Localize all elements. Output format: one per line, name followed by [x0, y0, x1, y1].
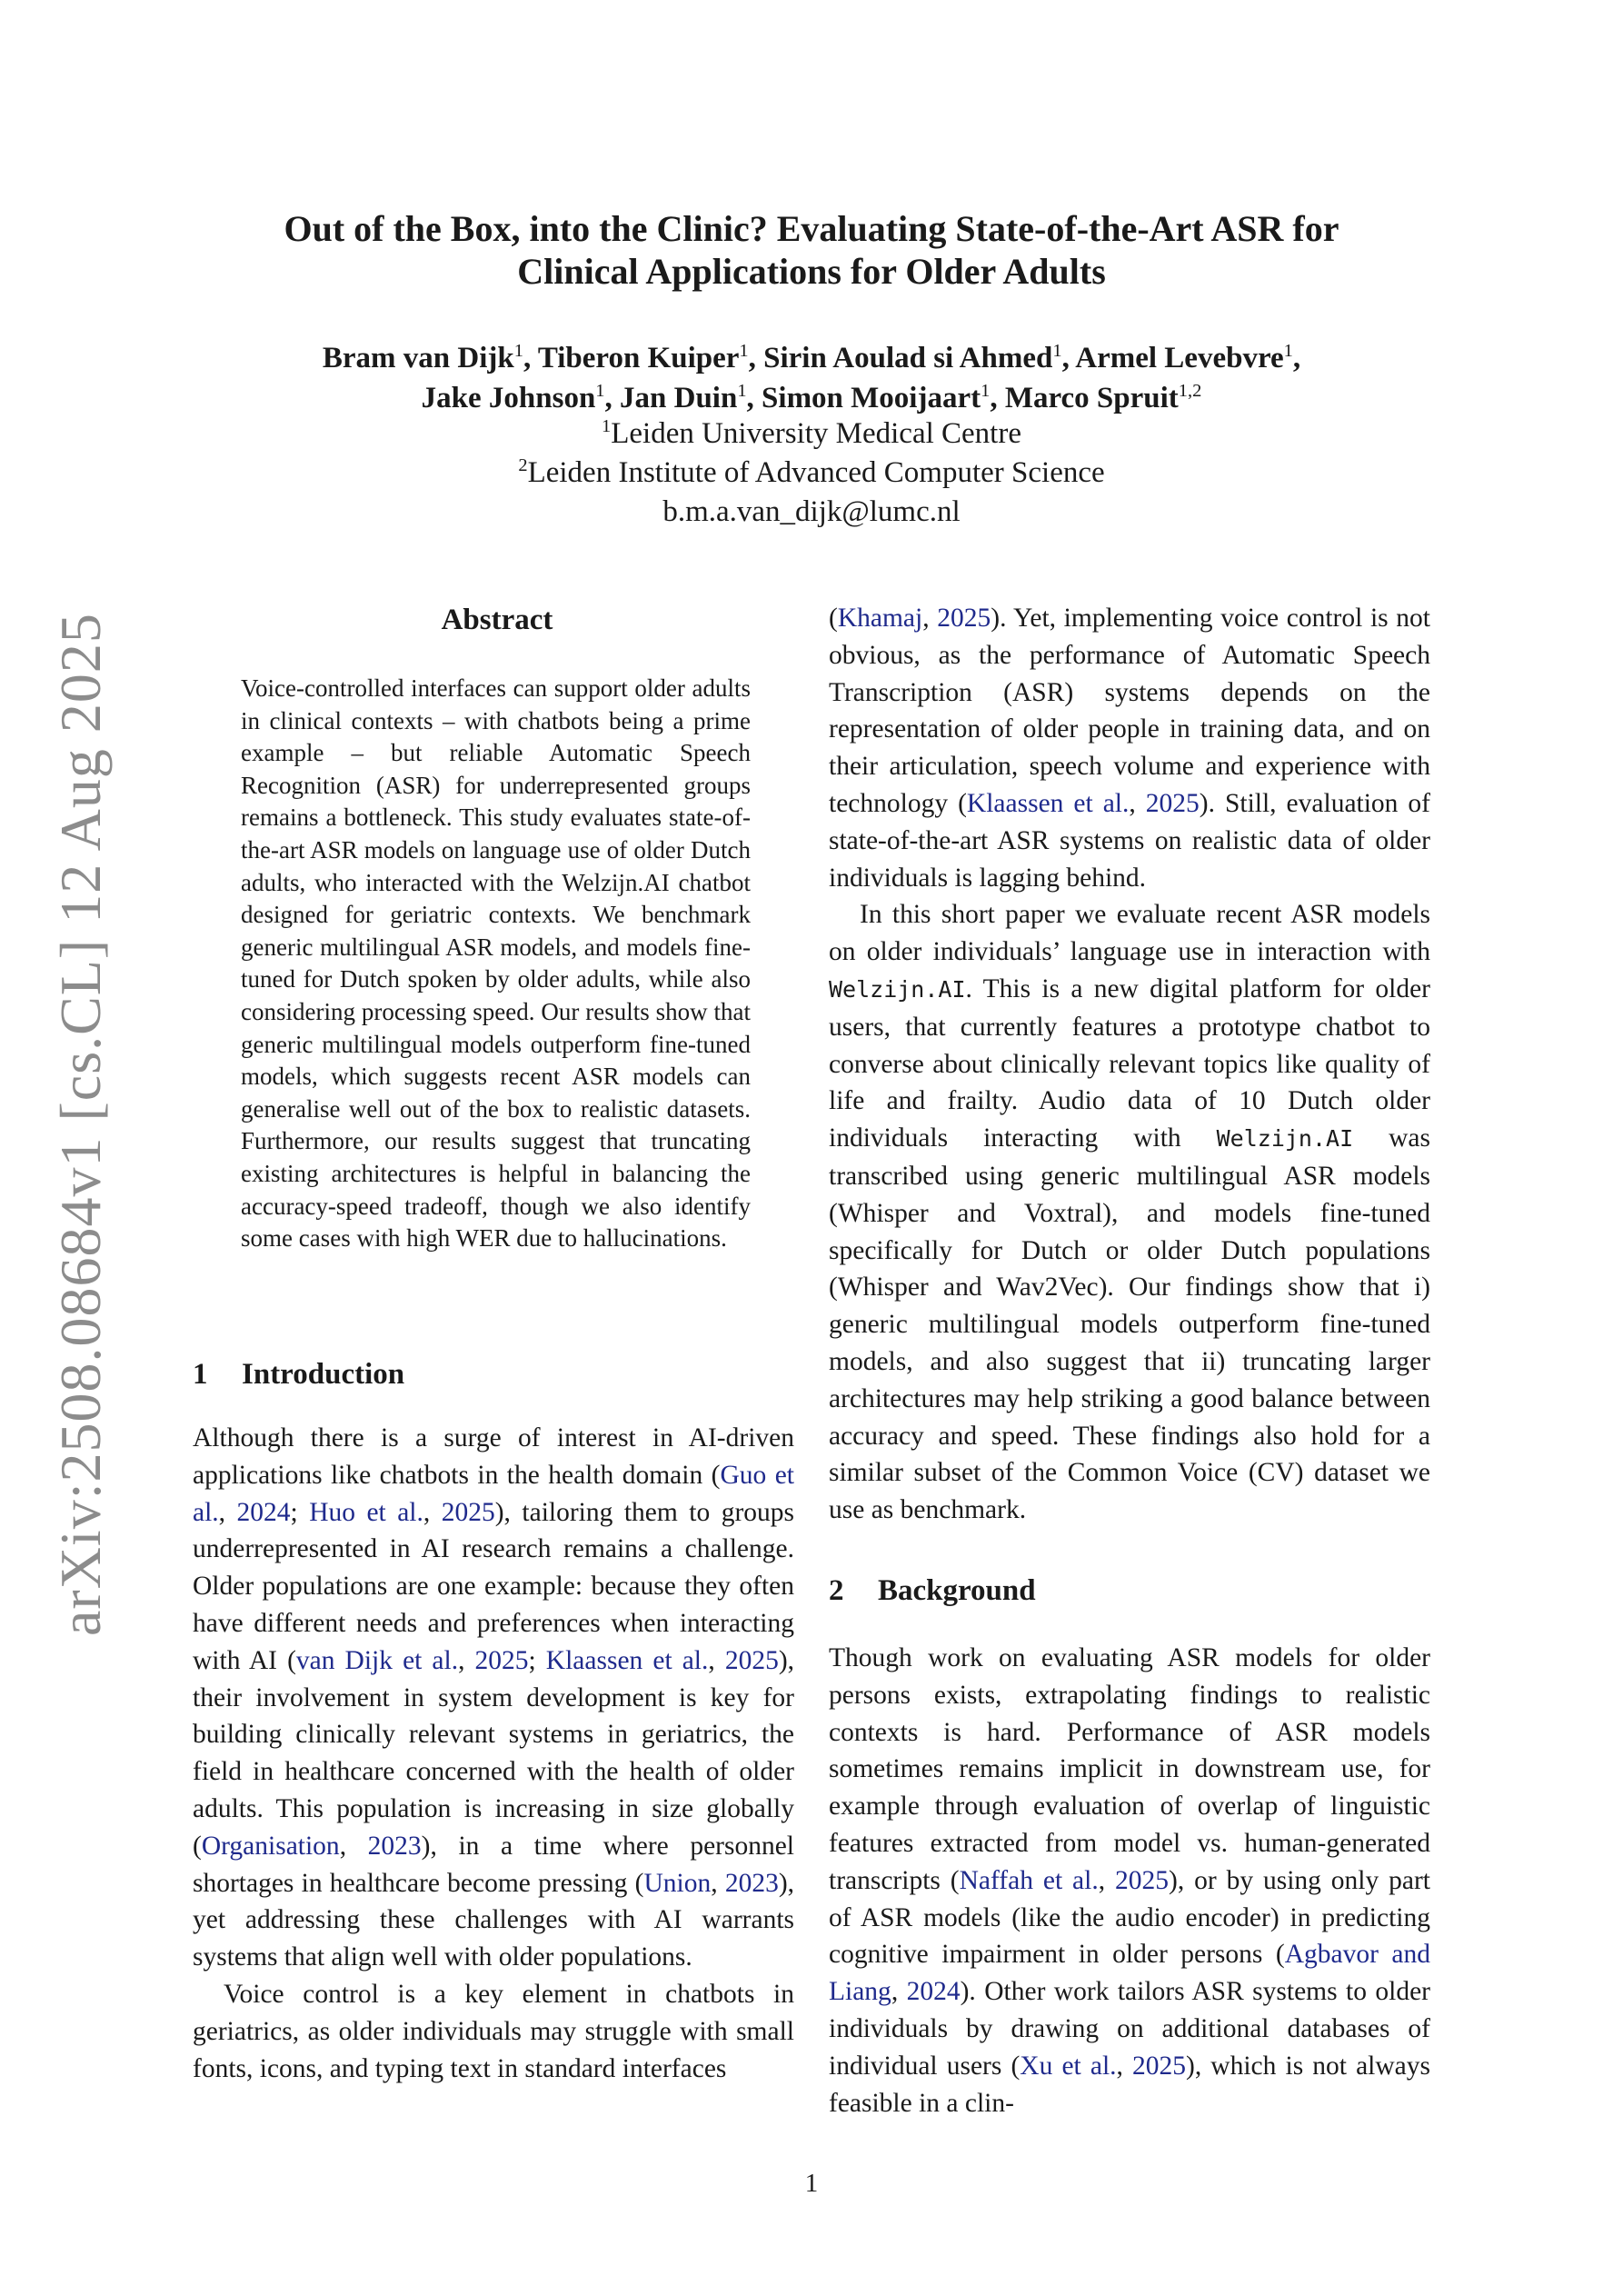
author-line-2: Jake Johnson$^1$, Jan Duin$^1$, Simon Mooijaart$^1$, Marco Spruit$^{1,2}$ — [421, 381, 1202, 414]
citation-link[interactable]: van Dijk et al. — [295, 1645, 459, 1675]
right-column-body-bottom — [829, 1640, 1430, 2121]
system-name-code: Welzijn.AI — [1216, 1125, 1354, 1153]
section-title: Introduction — [242, 1358, 405, 1391]
title-line-2: Clinical Applications for Older Adults — [517, 251, 1106, 292]
page-number: 1 — [804, 2169, 819, 2198]
paragraph: Though work on evaluating ASR models for older persons exists, extrapolating findings to realistic contexts is hard. Performance of ASR models sometimes remains implicit in downstream use, for example through evaluation of overlap of linguistic features extracted from model vs. human-generated transcripts (Naffah et al., 2025), or by using only part of ASR models (like the audio encoder) in predicting cognitive impairment in older persons (Agbavor and Liang, 2024). Other work tailors ASR systems to older individuals by drawing on additional databases of individual users (Xu et al., 2025), which is not always feasible in a clin- — [829, 1643, 1430, 2118]
citation-link[interactable]: Klaassen et al. — [545, 1645, 709, 1675]
citation-link[interactable]: Huo et al. — [309, 1497, 423, 1527]
citation-link[interactable]: 2025 — [1145, 788, 1200, 818]
author-line-1: Bram van Dijk$^1$, Tiberon Kuiper$^1$, Sirin Aoulad si Ahmed$^1$, Armel Levebvre$^1$, — [322, 341, 1301, 374]
arxiv-identifier-stamp: arXiv:2508.08684v1 [cs.CL] 12 Aug 2025 — [48, 613, 113, 1636]
section-heading-introduction — [193, 1358, 404, 1392]
section-number: 2 — [829, 1574, 844, 1607]
author: Marco Spruit — [1004, 382, 1179, 414]
paragraph: In this short paper we evaluate recent ASR models on older individuals’ language use in interaction with Welzijn.AI. This is a new digital platform for older users, that currently features a prototype chatbot to converse about clinically relevant topics like quality of life and frailty. Audio data of 10 Dutch older individuals interacting with Welzijn.AI was transcribed using generic multilingual ASR models (Whisper and Voxtral), and models fine-tuned specifically for Dutch or older Dutch populations (Whisper and Wav2Vec). Our findings show that i) generic multilingual models outperform fine-tuned models, and also suggest that ii) truncating larger architectures may help striking a good balance between accuracy and speed. These findings also hold for a similar subset of the Common Voice (CV) dataset we use as benchmark. — [829, 900, 1430, 1525]
author: Tiberon Kuiper — [537, 342, 740, 374]
citation-link[interactable]: Guo et al. — [193, 1460, 795, 1527]
citation-link[interactable]: 2025 — [441, 1497, 495, 1527]
citation-link[interactable]: Xu et al. — [1020, 2051, 1117, 2081]
contact-email: b.m.a.van_dijk@lumc.nl — [662, 495, 961, 528]
citation-link[interactable]: 2024 — [906, 1977, 961, 2007]
citation-link[interactable]: 2024 — [236, 1497, 291, 1527]
author-affiliation-mark: 1 — [1052, 341, 1062, 361]
citation-link[interactable]: Organisation — [201, 1831, 340, 1861]
citation-link[interactable]: 2025 — [474, 1645, 529, 1675]
citation-link[interactable]: 2025 — [1132, 2051, 1186, 2081]
section-heading-background — [829, 1574, 1036, 1608]
author-affiliation-mark: 1 — [739, 341, 749, 361]
affiliations — [182, 414, 1441, 532]
author-affiliation-mark: 1,2 — [1178, 381, 1202, 401]
citation-link[interactable]: Klaassen et al. — [966, 788, 1130, 818]
abstract-text: Voice-controlled interfaces can support older adults in clinical contexts – with chatbots being a prime example – but reliable Automatic Speech Recognition (ASR) for underrepresented groups remains a bottleneck. This study evaluates state-of-the-art ASR models on language use of older Dutch adults, who interacted with the Welzijn.AI chatbot designed for geriatric contexts. We benchmark generic multilingual ASR models, and models fine-tuned for Dutch spoken by older adults, while also considering processing speed. Our results show that generic multilingual models outperform fine-tuned models, which suggests recent ASR models can generalise well out of the box to realistic datasets. Furthermore, our results suggest that truncating existing architectures is helpful in balancing the accuracy-speed tradeoff, though we also identify some cases with high WER due to hallucinations. — [241, 674, 751, 1253]
author-affiliation-mark: 1 — [1283, 341, 1293, 361]
author: Bram van Dijk — [322, 342, 514, 374]
paragraph: (Khamaj, 2025). Yet, implementing voice control is not obvious, as the performance of Automatic Speech Transcription (ASR) systems depends on the representation of older people in training data, and on their articulation, speech volume and experience with technology (Klaassen et al., 2025). Still, evaluation of state-of-the-art ASR systems on realistic data of older individuals is lagging behind. — [829, 604, 1431, 893]
author-list — [182, 338, 1441, 418]
affiliation-2: $^2$Leiden Institute of Advanced Computer Science — [518, 455, 1105, 489]
author: Sirin Aoulad si Ahmed — [763, 342, 1053, 374]
right-column-body-top — [829, 600, 1430, 1529]
citation-link[interactable]: Union — [643, 1868, 712, 1898]
left-column-body — [193, 1420, 794, 2087]
citation-link[interactable]: 2025 — [1115, 1865, 1169, 1895]
author-affiliation-mark: 1 — [513, 341, 523, 361]
paragraph: Voice control is a key element in chatbots in geriatrics, as older individuals may struggle with small fonts, icons, and typing text in standard interfaces — [193, 1979, 794, 2083]
author-affiliation-mark: 1 — [981, 381, 991, 401]
author-affiliation-mark: 1 — [737, 381, 747, 401]
title-line-1: Out of the Box, into the Clinic? Evaluating State-of-the-Art ASR for — [284, 208, 1339, 249]
citation-link[interactable]: 2025 — [937, 604, 991, 633]
affiliation-1: $^1$Leiden University Medical Centre — [602, 416, 1021, 450]
abstract-heading: Abstract — [441, 604, 553, 636]
author-affiliation-mark: 1 — [595, 381, 605, 401]
citation-link[interactable]: Naffah et al. — [959, 1865, 1099, 1895]
section-title: Background — [878, 1574, 1036, 1607]
citation-link[interactable]: Agbavor and Liang — [829, 1940, 1430, 2007]
author: Simon Mooijaart — [762, 382, 981, 414]
citation-link[interactable]: 2023 — [367, 1831, 422, 1861]
citation-link[interactable]: 2023 — [724, 1868, 779, 1898]
paper-title — [182, 207, 1441, 293]
system-name-code: Welzijn.AI — [829, 975, 966, 1003]
citation-link[interactable]: Khamaj — [837, 604, 923, 633]
author: Jake Johnson — [421, 382, 596, 414]
section-number: 1 — [193, 1358, 208, 1391]
citation-link[interactable]: 2025 — [724, 1645, 779, 1675]
author: Jan Duin — [620, 382, 738, 414]
paragraph: Although there is a surge of interest in AI-driven applications like chatbots in the health domain (Guo et al., 2024; Huo et al., 2025), tailoring them to groups underrepresented in AI research remains a challenge. Older populations are one example: because they often have different needs and preferences when interacting with AI (van Dijk et al., 2025; Klaassen et al., 2025), their involvement in system development is key for building clinically relevant systems in geriatrics, the field in healthcare concerned with the health of older adults. This population is increasing in size globally (Organisation, 2023), in a time where personnel shortages in healthcare become pressing (Union, 2023), yet addressing these challenges with AI warrants systems that align well with older populations. — [193, 1423, 795, 1972]
author: Armel Levebvre — [1075, 342, 1284, 374]
